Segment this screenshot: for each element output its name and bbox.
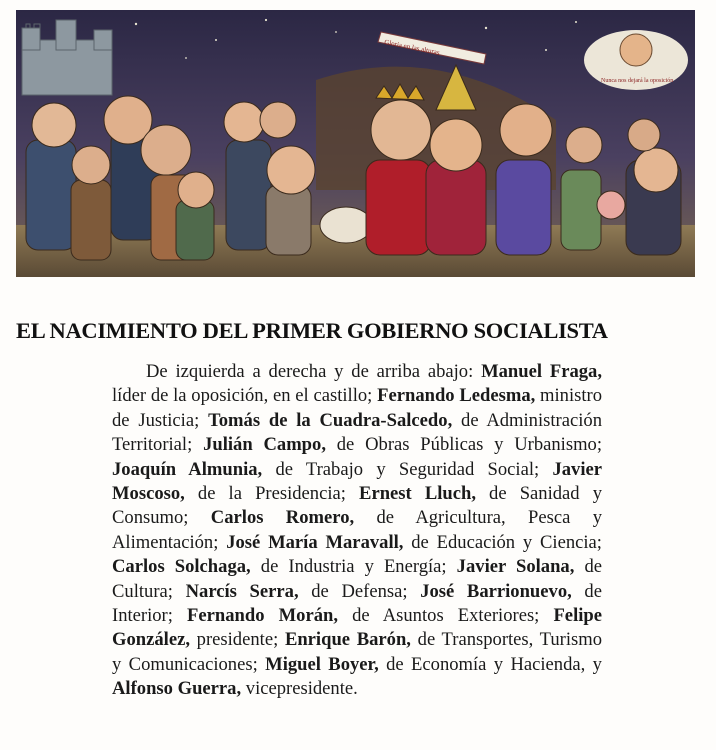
nativity-caricature-illustration xyxy=(16,10,695,277)
entry-name: Carlos Romero, xyxy=(210,507,355,529)
entry-name: Tomás de la Cuadra-Salcedo, xyxy=(208,409,453,431)
entry-role: de Sanidad y Consumo; xyxy=(112,483,602,529)
entry-role: de Obras Públicas y Urbanismo; xyxy=(325,434,602,456)
entry-role: de Economía y Hacienda, y xyxy=(378,653,602,675)
entry-role: de Educación y Ciencia; xyxy=(403,531,602,553)
caption-intro: De izquierda a derecha y de arriba abajo: xyxy=(146,361,482,382)
entry-name: Julián Campo, xyxy=(203,434,326,456)
entry-name: Fernando Ledesma, xyxy=(377,385,536,407)
castle xyxy=(22,20,112,95)
entry-name: Ernest Lluch, xyxy=(359,483,476,505)
entry-name: José María Maravall, xyxy=(226,531,404,553)
entry-role: de Asuntos Exteriores; xyxy=(338,605,554,627)
entry-role: ministro de Justicia; xyxy=(112,385,603,431)
entry-role: de Industria y Energía; xyxy=(250,556,457,578)
entry-name: Narcís Serra, xyxy=(185,580,299,602)
caption-paragraph xyxy=(112,360,602,702)
entry-role: de Cultura; xyxy=(112,556,603,602)
entry-role: de Trabajo y Seguridad Social; xyxy=(262,458,553,480)
entry-name: Carlos Solchaga, xyxy=(112,556,251,578)
entry-role: líder de la oposición, en el castillo; xyxy=(112,385,378,407)
entry-name: Javier Solana, xyxy=(456,556,575,578)
entry-role: presidente; xyxy=(189,629,285,651)
banner-text: Gloria en las alturas xyxy=(383,38,441,57)
entry-role: de Defensa; xyxy=(298,580,421,602)
entry-role: de Interior; xyxy=(112,580,602,627)
angel-cloud xyxy=(584,30,688,90)
entry-name: Javier Moscoso, xyxy=(112,458,602,505)
cloud-text: Nunca nos dejará la oposición xyxy=(601,78,674,84)
entry-name: Miguel Boyer, xyxy=(265,653,379,675)
entry-name: Manuel Fraga, xyxy=(481,361,602,382)
entry-role: de Agricultura, Pesca y Alimentación; xyxy=(112,507,602,553)
entry-name: Fernando Morán, xyxy=(187,605,338,627)
caricature-drawing xyxy=(16,10,695,277)
entry-role: de Transportes, Turismo y Comunicaciones; xyxy=(112,629,603,675)
entry-name: Enrique Barón, xyxy=(284,629,411,651)
entry-name: José Barrionuevo, xyxy=(420,580,572,602)
entry-name: Joaquín Almunia, xyxy=(112,458,263,480)
entry-role: de Administración Territorial; xyxy=(112,409,602,456)
entry-name: Alfonso Guerra, xyxy=(112,678,242,700)
entry-role: de la Presidencia; xyxy=(184,483,360,505)
entry-role: vicepresidente. xyxy=(241,678,358,700)
headline: EL NACIMIENTO DEL PRIMER GOBIERNO SOCIALISTA xyxy=(16,318,608,343)
entry-name: Felipe González, xyxy=(112,605,602,651)
